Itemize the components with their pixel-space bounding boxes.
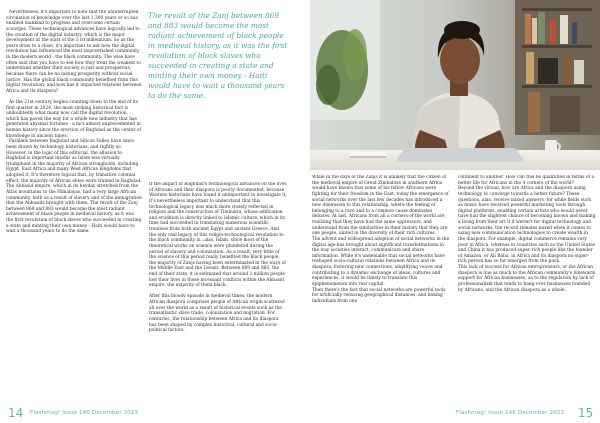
right-footer-text: Flashmag! Issue 146 December 2023 bbox=[456, 410, 565, 416]
page-footer bbox=[0, 406, 600, 420]
paragraph: Beyond the virtual, how are Africa and the diaspora using technology to converge towards a better future? These questions, alas, receive mixed answers, for while fields such as music have received powerful marketing tools through digital platforms, enabling certain artists who would never have had the slightest chance of becoming known and making a living from their art if it weren't for digital technology and social networks, the record remains mixed when it comes to using new communication technologies to create wealth in the diaspora. For example, digital commerce remains very poor in Africa, whereas in countries such as the United States and China it has produced super-rich people like the founder of Amazon, or Ali Baba, in Africa and its diaspora no super-rich person has so far emerged from the pack. bbox=[458, 186, 596, 265]
pull-quote bbox=[148, 11, 292, 101]
paragraph: After this bloody episode in medieval times, the modern African diaspora comprises people of African origin scattered all over the world as a result of historical events such as the transatlantic slave trade, colonization and migration. For centuries, the relationship between Africa and its diaspora has been shaped by complex historical, cultural and socio-political factors. bbox=[149, 294, 285, 334]
paragraph: Then there's the fact that social networks are powerful tools for artificially reducing geographical distances, and linking individuals from one bbox=[312, 287, 446, 304]
paragraph: This lack of success for African entrepreneurs, or the African diaspora is due as much to the African community's lukewarm support for African businesses, as to the regulation by lack of professionalism that tends to hang over businesses founded by Africans, and the African diaspora as a whole. bbox=[458, 265, 596, 293]
paragraph: The advent and widespread adoption of social networks in the digital age has brought about significant transformations in the way societies interact, communicate and share information. While it's undeniable that social networks have reshaped socio-cultural relations between Africa and its diaspora, fostering new connections, amplifying voices and contributing to a dynamic exchange of ideas, cultures and experiences, it would be timely to translate this epiphenomenon into real capital. bbox=[312, 236, 450, 287]
paragraph: continent to another. How can this be quantified in terms of a better life for Africans in the 4 corners of the world? bbox=[458, 175, 595, 186]
left-footer-text: Flashmag! Issue 146 December 2023 bbox=[30, 410, 139, 416]
paragraph: If the impact of Baghdad's technological advances on the lives of Africans and their diaspora is poorly documented, because Western historians have found it unimportant to investigate it, it's nevertheless important to understand that this technological legacy was much more closely reflected in religion and the construction of Timbuktu, whose edification and erudition is directly linked to Islamic culture, which in its time had succeeded in translating numerous scientific treatises from both ancient Egypt and ancient Greece. And the only real legacy of this religio-technological revolution to the black community is...alas, Islam, since most of the theoretical works on science were plundered during the period of slavery and colonization. As a result, very little of the science of this period really benefited the black people, the majority of Zanjs having been exterminated in the ways of the Middle East and the Levant. Between 869 and 883, the end of their state, it is estimated that around 1 million people lost their lives in these incessant conflicts within the Abbasid empire, the majority of them black. bbox=[149, 182, 287, 289]
pull-quote-text: The revolt of the Zanj between 869 and 883 would become the most radiant achievement of black people in medieval history, as it was the first revolution of black slaves who succeeded in creating a state and minting their own money - Haiti would have to wait a thousand years to do the same. bbox=[148, 11, 288, 101]
article-column-4 bbox=[458, 175, 596, 400]
right-page-number: 15 bbox=[578, 406, 594, 420]
article-photo bbox=[310, 0, 600, 170]
article-column-1 bbox=[6, 10, 142, 410]
article-column-2 bbox=[149, 182, 287, 410]
paragraph: Parallels between Baghdad and Silicon Valley have since been drawn by technology historians, and rightly so. However, in the logic of this editorial, the allusion to Baghdad is important insofar as Islam was virtually triumphant in the majority of African strongholds, including Egypt, East Africa and many West African kingdoms that adopted it. It's therefore logical that, by transitive colonial effect, the majority of African elites were trained in Baghdad. The Abbasid empire, which in its heyday stretched from the Atlas mountains to the Himalayas, had a very large African community, both as a result of slavery and of the immigration that the Abbasids brought with them. The revolt of the Zanj between 869 and 883 would become the most radiant achievement of black people in medieval history, as it was the first revolution of black slaves who succeeded in creating a state and minting their own money - Haiti would have to wait a thousand years to do the same. bbox=[6, 139, 142, 235]
paragraph: Nevertheless, it's important to note that the uninterrupted circulation of knowledge over the last 1,300 years or so has enabled mankind to progress and overcome certain scourges. These technological advances have logically led to the creation of the digital industry, which is the major development at the start of the 3 rd millennium. So as the years draw to a close, it's important to ask how the digital revolution has influenced the most impoverished community in the modern world - the black community. The wise have often said that you have to see how they treat the weakest to understand whether their society is just and prosperous, because there can be no lasting prosperity without social justice. Has the global black community benefited from this digital revolution; and how has it impacted relations between Africa and its diaspora? bbox=[6, 10, 142, 94]
article-column-3 bbox=[312, 175, 452, 400]
left-page-number: 14 bbox=[8, 406, 24, 420]
paragraph: As the 21st century begins counting down to the end of its first quarter in 2024, the most striking historical fact is undoubtedly what many now call the digital revolution, which has paved the way for a whole new industry that has generated abysmal fortunes - a fact almost unprecedented in human history since the erection of Baghdad as the center of knowledge in ancient times. bbox=[6, 99, 142, 139]
photo-woman-at-laptop bbox=[310, 0, 600, 170]
paragraph: While in the days of the Zanjs it is unlikely that the citizen of the medieval empire of Great Zimbabwe in southern Africa would have known that some of his fellow Africans were fighting for their freedom in the East, today the emergence of social networks over the last few decades has introduced a new dimension to this relationship, where the feeling of belonging to a race and to a common cause dominates debates. At last, Africans from all a corners of the world are realizing that they have had the same oppressors, and understand from the similarities in their history that they are one people, united in the diversity of their rich cultures. bbox=[312, 175, 449, 237]
